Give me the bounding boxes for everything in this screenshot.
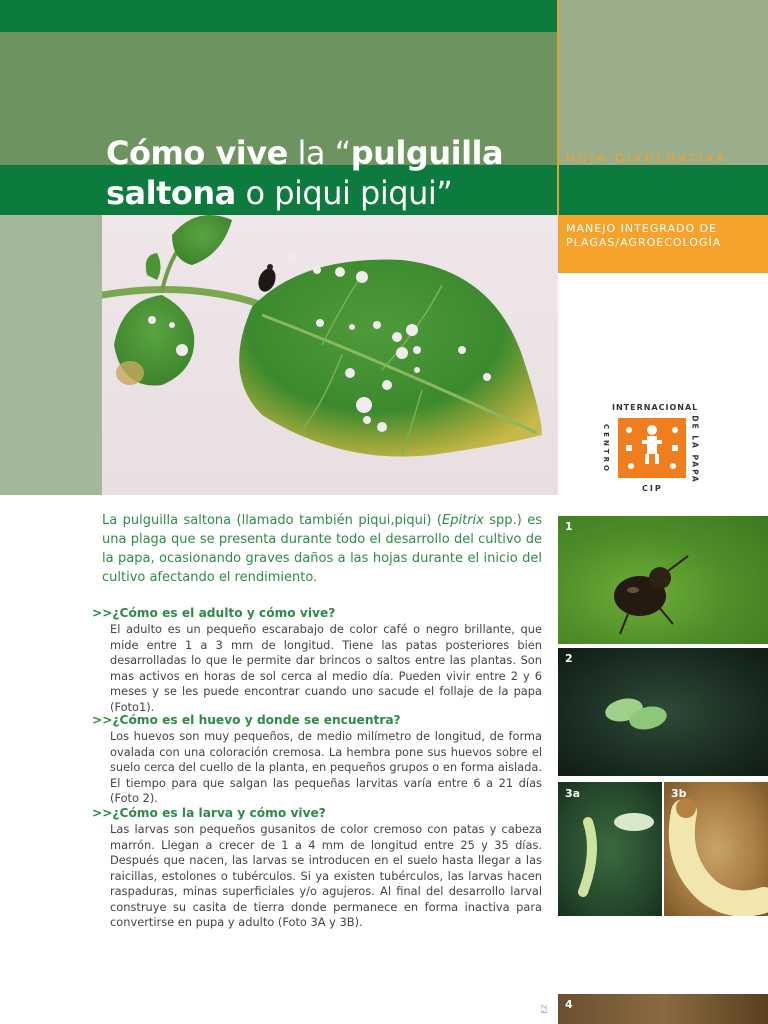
beetle-illustration <box>558 516 768 644</box>
logo-text-bottom: CIP <box>642 484 663 493</box>
question-larva: >>¿Cómo es la larva y cómo vive? <box>92 806 326 820</box>
left-accent-band <box>0 215 102 495</box>
photo-label-3b: 3b <box>671 787 687 800</box>
larva-large-illustration <box>664 782 768 916</box>
logo-text-left: CENTRO <box>602 424 610 474</box>
question-adult: >>¿Cómo es el adulto y cómo vive? <box>92 606 336 620</box>
kicker-label: HOJA DIVULGATIVA <box>566 151 728 165</box>
answer-larva: Las larvas son pequeños gusanitos de color cremoso con patas y cabeza marrón. Llegan a crecer de 1 a 4 mm de longitud entre 25 y 35 días. Después que nacen, las larvas se introducen en el suelo hasta llegar a las raicillas, estolones o tubérculos. Si ya existen tubérculos, las larvas hacen raspaduras, minas superficiales y/o agujeros. Al final del desarrollo larval construye su casita de tierra donde permanece en forma inactiva para convertirse en pupa y adulto (Foto 3A y 3B). <box>110 822 542 929</box>
topic-label: MANEJO INTEGRADO DE PLAGAS/AGROECOLOGÍA <box>566 222 722 249</box>
intro-paragraph: La pulguilla saltona (llamado también piqui,piqui) (Epitrix spp.) es una plaga que se presenta durante todo el desarrollo del cultivo de la papa, ocasionando graves daños a las hojas durante el inicio del cultivo afectando el rendimiento. <box>102 513 542 585</box>
logo-text-top: INTERNACIONAL <box>612 403 699 412</box>
question-egg: >>¿Cómo es el huevo y donde se encuentra? <box>92 713 401 727</box>
answer-egg: Los huevos son muy pequeños, de medio milímetro de longitud, de forma ovalada con una coloración cremosa. La hembra pone sus huevos sobre el suelo cerca del cuello de la planta, en pequeños grupos o en forma aislada. El tiempo para que salgan las pequeñas larvitas varía entre 6 a 21 días (Foto 2). <box>110 729 542 805</box>
photo-4 <box>558 994 768 1024</box>
side-credit: EZ <box>540 1004 549 1014</box>
leaf-illustration <box>102 215 558 495</box>
photo-label-3a: 3a <box>565 787 581 800</box>
cip-logo <box>596 400 708 500</box>
photo-label-2: 2 <box>565 652 573 665</box>
logo-text-right: DE LA PAPA <box>690 415 700 484</box>
photo-2-eggs <box>558 648 768 776</box>
photo-3b-larva <box>664 782 768 916</box>
answer-adult: El adulto es un pequeño escarabajo de color café o negro brillante, que mide entre 1 a 3 mm de longitud. Tiene las patas posteriores bien desarrolladas lo que le permite dar brincos o saltos entre las plantas. Son mas activos en horas de sol cerca al medio día. Pueden vivir entre 2 y 6 meses y se les puede encontrar cuando uno sacude el follaje de la papa (Foto1). <box>110 622 542 714</box>
photo-label-1: 1 <box>565 520 573 533</box>
larva-small-illustration <box>558 782 662 916</box>
right-band-olive <box>558 0 768 165</box>
photo-1-adult <box>558 516 768 644</box>
hero-photo <box>102 215 558 495</box>
right-band-green <box>558 165 768 215</box>
header-band-top <box>0 0 558 32</box>
photo-label-4: 4 <box>565 998 573 1011</box>
eggs-illustration <box>558 648 768 776</box>
photo-3a-larva <box>558 782 662 916</box>
page-title: Cómo vive la “pulguilla saltona o piqui piqui” <box>106 134 504 212</box>
